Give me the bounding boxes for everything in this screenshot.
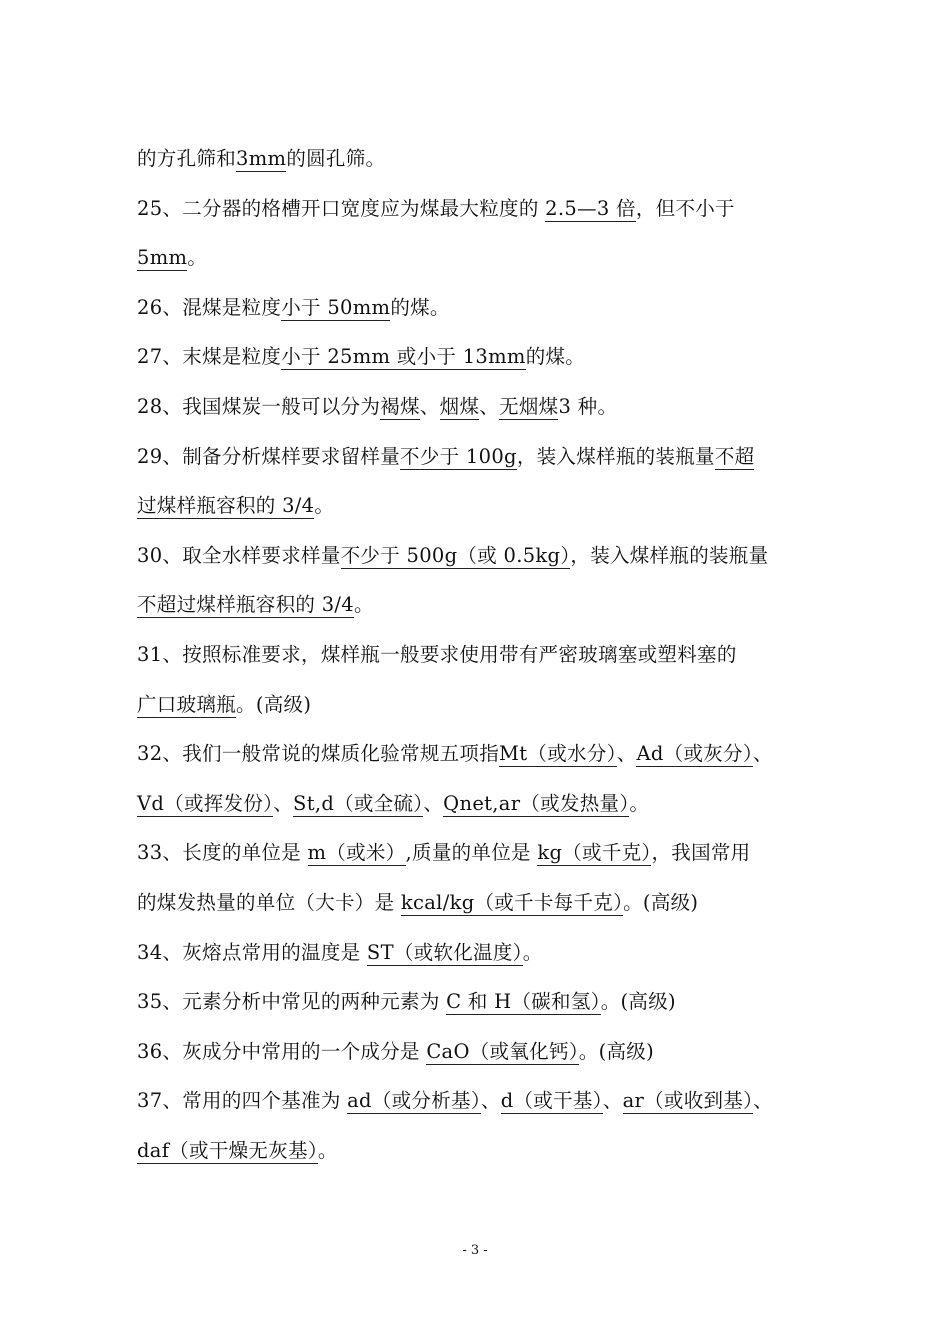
text-line — [137, 332, 820, 382]
underlined-answer: daf（或干燥无灰基） — [137, 1138, 318, 1162]
text-segment: 的圆孔筛 — [286, 147, 366, 170]
underlined-answer: Mt（或水分） — [499, 742, 617, 766]
text-segment: 的煤。 — [525, 345, 586, 369]
text-line — [137, 1076, 820, 1126]
underlined-answer: 3mm — [236, 147, 287, 170]
text-line — [137, 729, 820, 779]
text-segment: 27、末煤是粒度 — [137, 345, 282, 369]
text-segment: 。 — [629, 791, 650, 815]
page-number: - 3 - — [462, 1243, 488, 1258]
underlined-answer: Ad（或灰分） — [636, 742, 753, 766]
text-line — [137, 1126, 820, 1176]
text-segment: 。 — [522, 940, 543, 964]
underlined-answer: ar（或收到基） — [622, 1089, 754, 1113]
text-segment: 。 — [187, 246, 208, 270]
underlined-answer: 过煤样瓶容积的 3/4 — [137, 494, 315, 518]
text-segment: 。 — [353, 593, 374, 617]
text-segment: 。(高级) — [600, 990, 676, 1014]
text-line — [137, 580, 820, 630]
underlined-answer: 5mm — [137, 246, 188, 270]
text-segment: 3 种。 — [558, 394, 618, 418]
text-line — [137, 531, 820, 581]
underlined-answer: 烟煤 — [439, 394, 480, 418]
text-segment: 。 — [314, 494, 335, 518]
underlined-answer: Vd（或挥发份） — [137, 791, 274, 815]
text-segment: 26、混煤是粒度 — [137, 295, 282, 319]
text-line — [137, 382, 820, 432]
underlined-answer: 无烟煤 — [499, 394, 559, 418]
text-segment: 、 — [616, 742, 637, 766]
text-line — [137, 630, 820, 680]
text-segment: 、 — [753, 1089, 773, 1113]
underlined-answer: ST（或软化温度） — [366, 940, 523, 964]
text-line — [137, 977, 820, 1027]
text-segment: 、 — [480, 1089, 501, 1113]
text-segment: 。(高级) — [623, 890, 699, 914]
text-segment: 、 — [752, 742, 773, 766]
text-segment: ，但不小于 — [635, 196, 735, 220]
text-segment: 32、我们一般常说的煤质化验常规五项指 — [137, 742, 500, 766]
underlined-answer: kcal/kg（或千卡每千克） — [400, 890, 624, 914]
underlined-answer: 小于 25mm 或小于 13mm — [281, 345, 526, 369]
text-segment: 34、灰熔点常用的温度是 — [137, 940, 367, 964]
text-segment: 。 — [365, 147, 386, 170]
text-segment: 、 — [273, 791, 294, 815]
underlined-answer: d（或干基） — [500, 1089, 603, 1113]
text-segment: 28、我国煤炭一般可以分为 — [137, 394, 381, 418]
underlined-answer: 不超 — [714, 444, 755, 468]
text-segment: 。 — [317, 1138, 338, 1162]
text-segment: 29、制备分析煤样要求留样量 — [137, 444, 401, 468]
text-line — [137, 928, 820, 978]
text-segment: 、 — [419, 394, 440, 418]
text-line — [137, 432, 820, 482]
text-segment: 。(高级) — [236, 692, 312, 716]
text-line — [137, 134, 820, 184]
underlined-answer: 广口玻璃瓶 — [137, 692, 237, 716]
text-segment: 、 — [423, 791, 444, 815]
text-line — [137, 233, 820, 283]
text-segment: 的煤发热量的单位（大卡）是 — [137, 890, 401, 914]
document-body — [137, 134, 820, 1175]
underlined-answer: St,d（或全硫） — [293, 791, 424, 815]
underlined-answer: ad（或分析基） — [347, 1089, 481, 1113]
text-segment: 的方孔筛和 — [137, 147, 237, 170]
underlined-answer: 褐煤 — [380, 394, 420, 418]
underlined-answer: 不超过煤样瓶容积的 3/4 — [137, 593, 354, 617]
underlined-answer: kg（或千克） — [537, 841, 652, 865]
text-line — [137, 481, 820, 531]
underlined-answer: 2.5—3 倍 — [545, 196, 636, 220]
text-segment: ，装入煤样瓶的装瓶量 — [516, 444, 715, 468]
text-segment: ，装入煤样瓶的装瓶量 — [570, 543, 769, 567]
underlined-answer: CaO（或氧化钙） — [426, 1039, 579, 1063]
text-segment: 37、常用的四个基准为 — [137, 1089, 348, 1113]
text-segment: 的煤。 — [390, 295, 450, 319]
underlined-answer: Qnet,ar（或发热量） — [443, 791, 630, 815]
underlined-answer: m（或米） — [307, 841, 406, 865]
text-segment: 36、灰成分中常用的一个成分是 — [137, 1039, 427, 1063]
text-line — [137, 680, 820, 730]
text-segment: ,质量的单位是 — [405, 841, 538, 865]
underlined-answer: 小于 50mm — [281, 295, 391, 319]
text-segment: 35、元素分析中常见的两种元素为 — [137, 990, 447, 1014]
text-segment: 25、二分器的格槽开口宽度应为煤最大粒度的 — [137, 196, 546, 220]
text-segment: 、 — [602, 1089, 623, 1113]
text-line — [137, 1027, 820, 1077]
text-line — [137, 184, 820, 234]
text-segment: 31、按照标准要求，煤样瓶一般要求使用带有严密玻璃塞或塑料塞的 — [137, 642, 737, 666]
text-segment: 30、取全水样要求样量 — [137, 543, 341, 567]
underlined-answer: C 和 H（碳和氢） — [446, 990, 601, 1014]
text-line — [137, 779, 820, 829]
text-line — [137, 828, 820, 878]
text-segment: 、 — [479, 394, 500, 418]
text-segment: 33、长度的单位是 — [137, 841, 308, 865]
text-segment: 。(高级) — [578, 1039, 655, 1063]
text-line — [137, 878, 820, 928]
text-segment: ，我国常用 — [651, 841, 751, 865]
underlined-answer: 不少于 100g — [400, 444, 517, 468]
underlined-answer: 不少于 500g（或 0.5kg） — [340, 543, 571, 567]
text-line — [137, 283, 820, 333]
